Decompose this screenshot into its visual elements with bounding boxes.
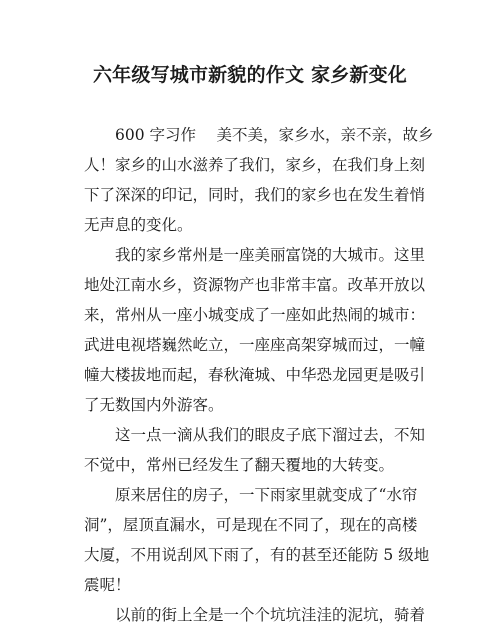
text-line: 震呢！: [84, 576, 131, 594]
text-line: 来，常州从一座小城变成了一座如此热闹的城市：: [84, 306, 426, 324]
text-line: 人！家乡的山水滋养了我们，家乡，在我们身上刻: [84, 156, 426, 174]
text-line: 幢大楼拔地而起，春秋淹城、中华恐龙园更是吸引: [84, 366, 426, 384]
text-line: 我的家乡常州是一座美丽富饶的大城市。这里: [84, 246, 426, 264]
text-line: 下了深深的印记，同时，我们的家乡也在发生着悄: [84, 186, 426, 204]
text-line: 这一点一滴从我们的眼皮子底下溜过去，不知: [84, 426, 426, 444]
text-line: 大厦，不用说刮风下雨了，有的甚至还能防 5 级地: [84, 546, 430, 564]
text-line: 以前的街上全是一个个坑坑洼洼的泥坑，骑着: [84, 606, 426, 624]
text-line: 武进电视塔巍然屹立，一座座高架穿城而过，一幢: [84, 336, 426, 354]
text-line: 地处江南水乡，资源物产也非常丰富。改革开放以: [84, 276, 426, 294]
text-line: 600 字习作 美不美，家乡水，亲不亲，故乡: [84, 126, 434, 144]
text-line: 无声息的变化。: [84, 216, 193, 234]
text-line: 原来居住的房子，一下雨家里就变成了“水帘: [84, 486, 418, 504]
text-line: 不觉中，常州已经发生了翻天覆地的大转变。: [84, 456, 395, 474]
document-body: [84, 120, 434, 630]
text-line: 洞”，屋顶直漏水，可是现在不同了，现在的高楼: [84, 516, 418, 534]
text-line: 了无数国内外游客。: [84, 396, 224, 414]
document-title: 六年级写城市新貌的作文 家乡新变化: [92, 64, 408, 86]
